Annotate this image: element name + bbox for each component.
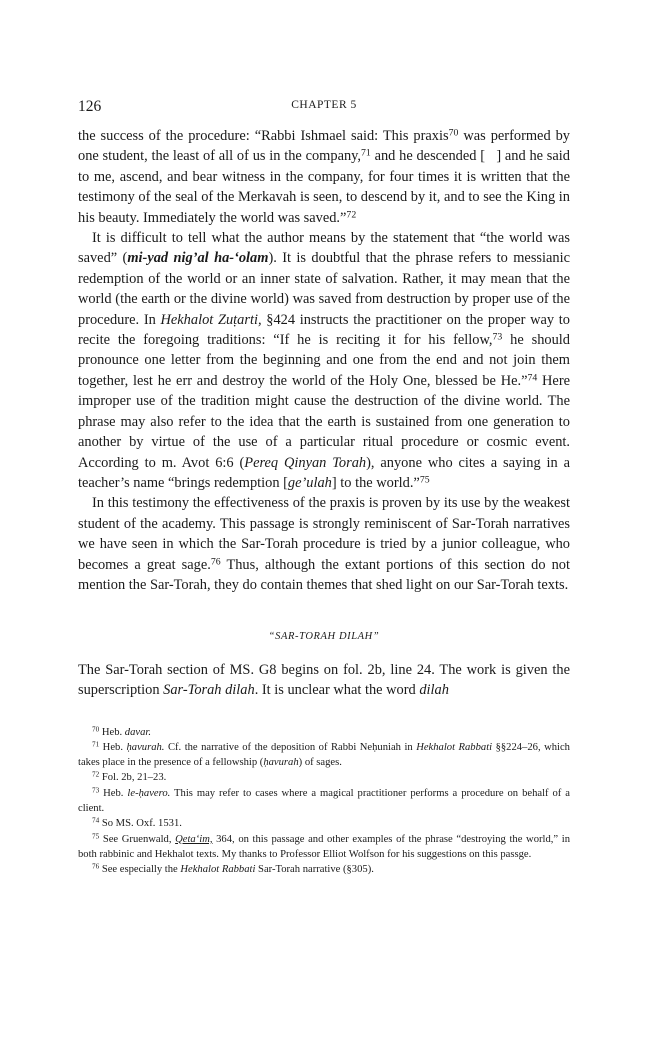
paragraph-2 [78,228,570,493]
text-run: This may refer to cases where a magical practitioner performs a procedure on behalf of a client. [78,787,570,815]
paragraph-3 [78,493,570,595]
hebrew-term: ge’ulah [287,474,332,491]
work-title: Hekhalot Rabbati [416,741,493,753]
hebrew-term: ḥavurah [263,757,299,769]
text-run: The Sar-Torah section of MS. G8 begins on fol. 2b, line 24. The work is given the superscription [78,661,570,699]
text-run: In this testimony the effectiveness of the praxis is proven by its use by the weakest student of the academy. This passage is strongly reminiscent of Sar-Torah narratives we have seen in which the Sar-Torah procedure is tried by a junior colleague, who becomes a great sage. [78,495,570,573]
book-page [78,98,570,878]
footnote-number: 71 [92,740,100,749]
text-run: he should pronounce one letter from the beginning and one from the end and not join them together, lest he err and destroy the world of the Holy One, blessed be He.” [78,332,570,389]
footnote-number: 74 [92,816,100,825]
footnotes [78,725,570,878]
footnote-ref-75[interactable]: 75 [419,474,430,486]
main-text [78,126,570,701]
text-run: So MS. Oxf. 1531. [99,818,182,830]
text-run: the success of the procedure: “Rabbi Ishmael said: This praxis [78,128,449,144]
work-title: Hekhalot Rabbati [180,864,256,876]
hebrew-term: davar. [124,726,151,738]
work-title: Pereq Qinyan Torah [244,454,367,471]
footnote-ref-70[interactable]: 70 [448,127,459,139]
footnote-70 [78,725,570,740]
footnote-76 [78,862,570,877]
hebrew-term: ḥavurah. [126,741,165,753]
text-run: Fol. 2b, 21–23. [99,772,167,784]
text-run: See Gruenwald, [99,833,176,845]
text-run: §424 instructs the practitioner on the proper way to recite the foregoing traditions: “If he is reciting it for his fellow, [78,311,571,349]
footnote-number: 70 [92,725,100,734]
text-run: Sar-Torah narrative (§305). [255,864,374,876]
footnote-71 [78,740,570,771]
text-run: Heb. [99,787,128,799]
hebrew-term: dilah [419,682,449,699]
hebrew-term: le-ḥavero. [127,787,171,799]
text-run: Heb. [99,741,127,753]
text-run: was performed by one student, the least of all of us in the company, [78,128,570,165]
paragraph-4 [78,660,570,701]
text-run: Cf. the narrative of the deposition of Rabbi Neḥuniah in [164,741,417,753]
work-title: Sar-Torah dilah [163,682,255,699]
text-run: ) of sages. [298,757,342,769]
footnote-ref-76[interactable]: 76 [210,555,221,567]
footnote-ref-74[interactable]: 74 [527,372,538,384]
footnote-ref-71[interactable]: 71 [361,147,371,159]
footnote-number: 73 [92,786,100,795]
text-run: ] to the world.” [331,474,420,491]
footnote-ref-73[interactable]: 73 [492,331,503,343]
hebrew-term: mi-yad nig’al ha-‘olam [127,250,269,267]
footnote-ref-72[interactable]: 72 [346,208,357,220]
section-heading: “SAR-TORAH DILAH” [268,631,380,643]
page-number: 126 [78,98,102,115]
work-title: Hekhalot Zuṭarti, [160,311,262,328]
footnote-73 [78,786,570,817]
page-header [78,98,570,120]
paragraph-1 [78,126,570,228]
footnote-75 [78,832,570,863]
text-run: . It is unclear what the word [254,682,420,699]
footnote-72 [78,770,570,785]
work-title: Qeta‘im, [175,833,213,845]
footnote-74 [78,816,570,831]
text-run: Thus, although the extant portions of this section do not mention the Sar-Torah, they do contain themes that shed light on our Sar-Torah texts. [78,556,570,593]
text-run: ), anyone who cites a saying in a teacher’s name “brings redemption [ [78,454,570,491]
footnote-number: 72 [92,771,100,779]
text-run: Heb. [99,726,125,738]
text-run: and he descended [ ] and he said to me, ascend, and bear witness in the company, for four times it is written that the testimony of the seal of the Merkavah is seen, to descend by it, and to see the King in his beauty. Immediately the world was saved.” [78,148,570,226]
text-run: ). It is doubtful that the phrase refers to messianic redemption of the world or an inner state of salvation. Rather, it may mean that the world (the earth or the divine world) was saved from destruction by proper use of the procedure. In [78,250,570,328]
text-run: §§224–26, which takes place in the presence of a fellowship ( [78,741,570,769]
footnote-number: 76 [92,862,100,871]
running-head: CHAPTER 5 [291,99,357,111]
text-run: Here improper use of the tradition might cause the destruction of the divine world. The phrase may also refer to the idea that the earth is sustained from one generation to another by virtue of the use of a particular ritual procedure or cosmic event. According to m. Avot 6:6 ( [78,372,570,471]
footnote-number: 75 [92,832,100,841]
text-run: See especially the [99,864,181,876]
text-run: It is difficult to tell what the author means by the statement that “the world was saved” ( [78,230,570,267]
text-run: 364, on this passage and other examples of the phrase “destroying the world,” in both rabbinic and Hekhalot texts. My thanks to Professor Elliot Wolfson for his suggestions on this passge. [78,833,570,860]
